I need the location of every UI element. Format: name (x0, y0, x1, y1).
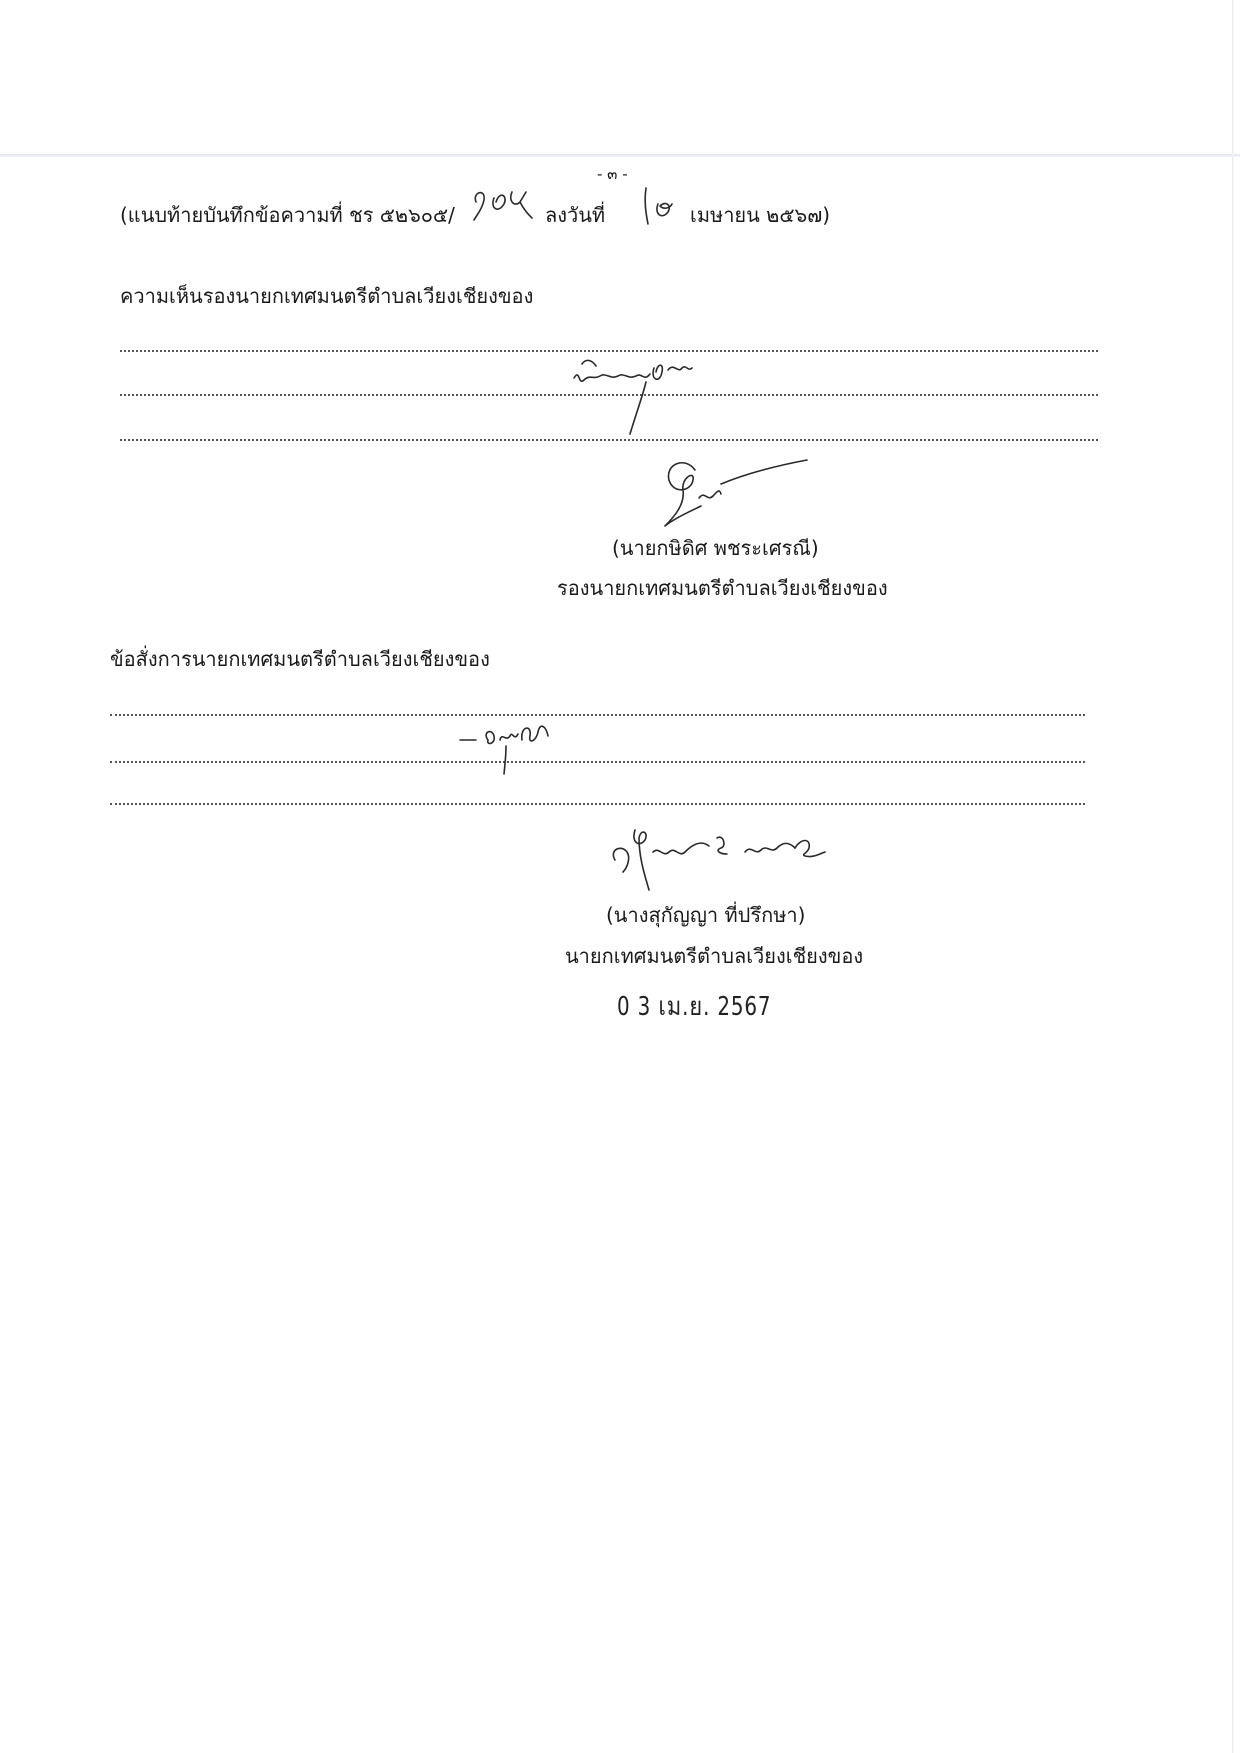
handwritten-date-day (640, 184, 680, 228)
dotted-line (120, 350, 1098, 352)
mayor-signer-title: นายกเทศมนตรีตำบลเวียงเชียงของ (565, 944, 864, 968)
dotted-line (110, 761, 1085, 763)
mayor-signature (605, 818, 865, 898)
scan-fold-line (0, 154, 1240, 157)
deputy-opinion-heading: ความเห็นรองนายกเทศมนตรีตำบลเวียงเชียงของ (120, 284, 534, 308)
handwritten-mayor-note (456, 716, 576, 776)
mayor-signer-name: (นางสุกัญญา ที่ปรึกษา) (606, 903, 806, 927)
deputy-signer-title: รองนายกเทศมนตรีตำบลเวียงเชียงของ (557, 576, 888, 600)
deputy-signature (655, 450, 815, 530)
page-number: - ๓ - (597, 165, 628, 183)
deputy-signer-name: (นายกษิดิศ พชระเศรณี) (612, 536, 819, 560)
date-stamp: 0 3 เม.ย. 2567 (617, 992, 772, 1022)
dotted-line (120, 439, 1098, 441)
dotted-line (110, 803, 1085, 805)
date-prefix: ลงวันที่ (545, 203, 606, 227)
mayor-order-heading: ข้อสั่งการนายกเทศมนตรีตำบลเวียงเชียงของ (110, 647, 490, 671)
scan-right-edge (1232, 0, 1234, 1753)
handwritten-deputy-note (570, 358, 720, 438)
date-suffix: เมษายน ๒๕๖๗) (690, 203, 831, 227)
handwritten-ref-number (468, 180, 538, 224)
reference-prefix: (แนบท้ายบันทึกข้อความที่ ชร ๕๒๖๐๕/ (120, 203, 455, 227)
dotted-line (110, 714, 1085, 716)
